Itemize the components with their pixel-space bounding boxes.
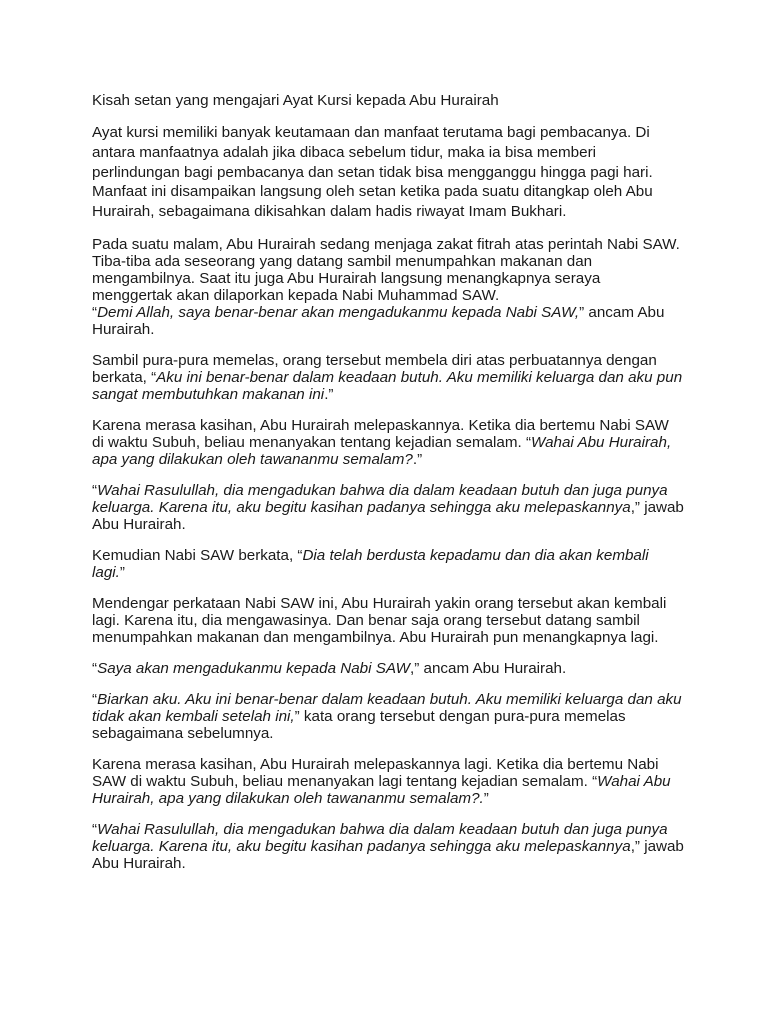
text-line bbox=[92, 838, 682, 855]
quoted-speech: keluarga. Karena itu, aku begitu kasihan padanya sehingga aku melepaskannya bbox=[92, 498, 631, 516]
text-line bbox=[92, 773, 682, 790]
quoted-speech: Hurairah, apa yang dilakukan oleh tawananmu semalam?. bbox=[92, 789, 484, 807]
text-line: Manfaat ini disampaikan langsung oleh setan ketika pada suatu ditangkap oleh Abu bbox=[92, 183, 653, 201]
text-line bbox=[92, 482, 682, 499]
text-line bbox=[92, 369, 682, 386]
text-line: Abu Hurairah. bbox=[92, 515, 186, 533]
quoted-speech: keluarga. Karena itu, aku begitu kasihan padanya sehingga aku melepaskannya bbox=[92, 837, 631, 855]
document-title: Kisah setan yang mengajari Ayat Kursi kepada Abu Hurairah bbox=[92, 92, 499, 109]
document-page bbox=[92, 92, 682, 886]
text-line: Karena merasa kasihan, Abu Hurairah melepaskannya. Ketika dia bertemu Nabi SAW bbox=[92, 416, 669, 434]
quote-mark: ” bbox=[483, 789, 489, 807]
quoted-speech: lagi. bbox=[92, 563, 120, 581]
quote-mark: .” bbox=[412, 450, 423, 468]
plain-text: berkata, “ bbox=[92, 368, 157, 386]
quote-mark: .” bbox=[324, 385, 334, 403]
text-line: Abu Hurairah. bbox=[92, 854, 186, 872]
paragraph-prophet-reply-one bbox=[92, 547, 682, 581]
paragraph-plea-two bbox=[92, 691, 682, 742]
quoted-speech: Wahai Abu bbox=[597, 772, 671, 790]
text-line: mengambilnya. Saat itu juga Abu Hurairah langsung menangkapnya seraya bbox=[92, 269, 601, 287]
quoted-speech: sangat membutuhkan makanan ini bbox=[92, 385, 325, 403]
paragraph-plea-one bbox=[92, 352, 682, 403]
speech-attribution: ,” jawab bbox=[630, 498, 684, 516]
quote-mark: “ bbox=[92, 303, 98, 321]
quote-mark: “ bbox=[92, 481, 98, 499]
text-line: Pada suatu malam, Abu Hurairah sedang menjaga zakat fitrah atas perintah Nabi SAW. bbox=[92, 235, 680, 253]
text-line bbox=[92, 790, 682, 807]
quoted-speech: apa yang dilakukan oleh tawananmu semalam? bbox=[92, 450, 413, 468]
text-line: Hurairah, sebagaimana dikisahkan dalam hadis riwayat Imam Bukhari. bbox=[92, 203, 567, 221]
text-line bbox=[92, 386, 682, 403]
quote-mark: ” bbox=[119, 563, 125, 581]
text-line bbox=[92, 451, 682, 468]
quoted-speech: Wahai Rasulullah, dia mengadukan bahwa dia dalam keadaan butuh dan juga punya bbox=[97, 820, 668, 838]
paragraph-threat-two bbox=[92, 660, 682, 677]
quoted-speech: Wahai Rasulullah, dia mengadukan bahwa dia dalam keadaan butuh dan juga punya bbox=[97, 481, 668, 499]
plain-text: Kemudian Nabi SAW berkata, “ bbox=[92, 546, 303, 564]
text-line bbox=[92, 708, 682, 725]
paragraph-answer-two bbox=[92, 821, 682, 872]
quote-mark: “ bbox=[92, 820, 98, 838]
text-line: Sambil pura-pura memelas, orang tersebut membela diri atas perbuatannya dengan bbox=[92, 351, 657, 369]
text-line: menumpahkan makanan dan mengambilnya. Abu Hurairah pun menangkapnya lagi. bbox=[92, 628, 659, 646]
paragraph-first-night bbox=[92, 236, 682, 338]
speech-attribution: ,” ancam Abu Hurairah. bbox=[410, 659, 567, 677]
text-line bbox=[92, 304, 682, 321]
quote-mark: “ bbox=[92, 690, 98, 708]
text-line bbox=[92, 564, 682, 581]
paragraph-ayat-kursi-intro bbox=[92, 123, 682, 222]
paragraph-answer-one bbox=[92, 482, 682, 533]
paragraph-second-night bbox=[92, 595, 682, 646]
quoted-speech: Biarkan aku. Aku ini benar-benar dalam keadaan butuh. Aku memiliki keluarga dan aku bbox=[97, 690, 682, 708]
text-line: lagi. Karena itu, dia mengawasinya. Dan benar saja orang tersebut datang sambil bbox=[92, 611, 640, 629]
text-line: Karena merasa kasihan, Abu Hurairah melepaskannya lagi. Ketika dia bertemu Nabi bbox=[92, 755, 659, 773]
text-line bbox=[92, 691, 682, 708]
quoted-speech: Dia telah berdusta kepadamu dan dia akan kembali bbox=[302, 546, 649, 564]
paragraph-release-one bbox=[92, 417, 682, 468]
quoted-speech: tidak akan kembali setelah ini, bbox=[92, 707, 295, 725]
text-line: Ayat kursi memiliki banyak keutamaan dan manfaat terutama bagi pembacanya. Di bbox=[92, 124, 650, 141]
quoted-speech: Saya akan mengadukanmu kepada Nabi SAW bbox=[97, 659, 411, 677]
text-line: Tiba-tiba ada seseorang yang datang sambil menumpahkan makanan dan bbox=[92, 252, 593, 270]
text-line: Hurairah. bbox=[92, 320, 155, 338]
speech-attribution: ” ancam Abu bbox=[579, 303, 665, 321]
text-line bbox=[92, 660, 682, 677]
text-line: antara manfaatnya adalah jika dibaca sebelum tidur, maka ia bisa memberi bbox=[92, 143, 596, 161]
quoted-speech: Aku ini benar-benar dalam keadaan butuh. Aku memiliki keluarga dan aku pun bbox=[156, 368, 683, 386]
speech-attribution: ,” jawab bbox=[630, 837, 684, 855]
text-line: menggertak akan dilaporkan kepada Nabi Muhammad SAW. bbox=[92, 286, 500, 304]
plain-text: SAW di waktu Subuh, beliau menanyakan lagi tentang kejadian semalam. “ bbox=[92, 772, 598, 790]
quoted-speech: Wahai Abu Hurairah, bbox=[531, 433, 672, 451]
text-line bbox=[92, 547, 682, 564]
text-line bbox=[92, 434, 682, 451]
speech-attribution: ” kata orang tersebut dengan pura-pura memelas bbox=[294, 707, 626, 725]
paragraph-release-two bbox=[92, 756, 682, 807]
text-line bbox=[92, 821, 682, 838]
text-line: sebagaimana sebelumnya. bbox=[92, 724, 274, 742]
text-line: perlindungan bagi pembacanya dan setan tidak bisa mengganggu hingga pagi hari. bbox=[92, 163, 653, 181]
text-line bbox=[92, 499, 682, 516]
quoted-speech: Demi Allah, saya benar-benar akan mengadukanmu kepada Nabi SAW, bbox=[97, 303, 580, 321]
text-line: Mendengar perkataan Nabi SAW ini, Abu Hurairah yakin orang tersebut akan kembali bbox=[92, 594, 667, 612]
quote-mark: “ bbox=[92, 659, 98, 677]
plain-text: di waktu Subuh, beliau menanyakan tentang kejadian semalam. “ bbox=[92, 433, 532, 451]
